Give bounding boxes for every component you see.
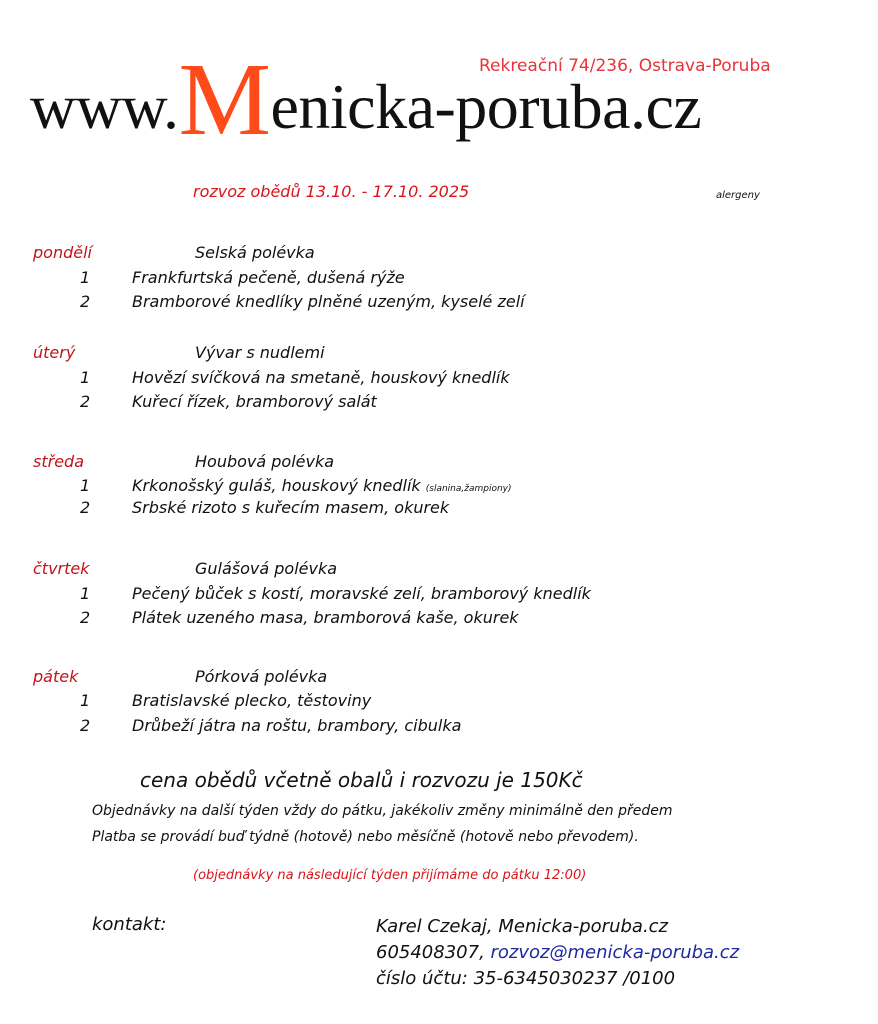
- day-soup: Gulášová polévka: [195, 559, 338, 578]
- contact-label: kontakt:: [92, 914, 167, 935]
- info-line: Platba se provádí buď týdně (hotově) nebo měsíčně (hotově nebo převodem).: [92, 829, 639, 845]
- dish-text: Kuřecí řízek, bramborový salát: [132, 392, 377, 411]
- dish-text: Hovězí svíčková na smetaně, houskový knedlík: [132, 368, 510, 387]
- contact-phone: 605408307,: [376, 942, 491, 963]
- dish-text: Frankfurtská pečeně, dušená rýže: [132, 268, 405, 287]
- site-logo-text: [30, 42, 702, 157]
- dish-note: (slanina,žampiony): [425, 484, 512, 494]
- dish-number: 2: [80, 498, 91, 517]
- dish-text: Srbské rizoto s kuřecím masem, okurek: [132, 498, 450, 517]
- contact-email-link[interactable]: rozvoz@menicka-poruba.cz: [490, 942, 740, 963]
- dish-number: 1: [80, 368, 91, 387]
- contact-phone-email: [376, 942, 739, 963]
- order-deadline-note: (objednávky na následující týden přijímáme do pátku 12:00): [193, 868, 587, 883]
- dish-number: 1: [80, 476, 91, 495]
- dish-number: 1: [80, 691, 91, 710]
- day-name: čtvrtek: [33, 559, 90, 578]
- dish-number: 1: [80, 584, 91, 603]
- contact-name: Karel Czekaj, Menicka-poruba.cz: [376, 916, 669, 937]
- price-line: cena obědů včetně obalů i rozvozu je 150Kč: [140, 768, 583, 792]
- site-name-rest: enicka-poruba.cz: [270, 71, 702, 142]
- day-soup: Vývar s nudlemi: [195, 343, 325, 362]
- site-initial: M: [178, 42, 271, 157]
- day-soup: Selská polévka: [195, 243, 315, 262]
- dish-text: Pečený bůček s kostí, moravské zelí, bramborový knedlík: [132, 584, 591, 603]
- delivery-period: rozvoz obědů 13.10. - 17.10. 2025: [193, 182, 470, 201]
- allergens-label: alergeny: [716, 190, 760, 201]
- dish-text-with-note: [132, 476, 512, 495]
- dish-number: 2: [80, 292, 91, 311]
- info-line: Objednávky na další týden vždy do pátku, jakékoliv změny minimálně den předem: [92, 803, 673, 819]
- dish-number: 1: [80, 268, 91, 287]
- site-prefix: www.: [30, 71, 179, 142]
- dish-text: Drůbeží játra na roštu, brambory, cibulka: [132, 716, 462, 735]
- day-name: pondělí: [33, 243, 92, 262]
- dish-text: Bramborové knedlíky plněné uzeným, kyselé zelí: [132, 292, 525, 311]
- day-name: úterý: [33, 343, 76, 362]
- dish-number: 2: [80, 716, 91, 735]
- dish-text: Plátek uzeného masa, bramborová kaše, okurek: [132, 608, 519, 627]
- bank-account: číslo účtu: 35-6345030237 /0100: [376, 968, 676, 989]
- day-soup: Pórková polévka: [195, 667, 328, 686]
- dish-number: 2: [80, 392, 91, 411]
- day-name: středa: [33, 452, 84, 471]
- day-soup: Houbová polévka: [195, 452, 335, 471]
- restaurant-address: Rekreační 74/236, Ostrava-Poruba: [479, 56, 771, 76]
- dish-text: Krkonošský guláš, houskový knedlík: [132, 476, 421, 495]
- dish-text: Bratislavské plecko, těstoviny: [132, 691, 372, 710]
- day-name: pátek: [33, 667, 79, 686]
- dish-number: 2: [80, 608, 91, 627]
